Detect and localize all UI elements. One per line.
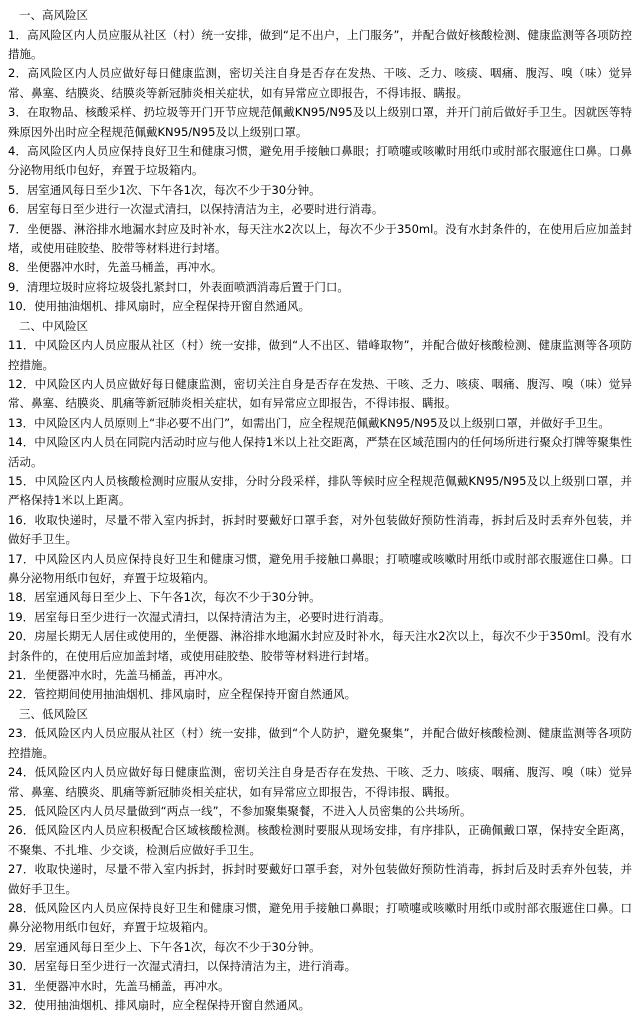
guideline-item: 3．在取物品、核酸采样、扔垃圾等开门开节应规范佩戴KN95/N95及以上级别口罩，并开门前后做好手卫生。因就医等特殊原因外出时应全程规范佩戴KN95/N95及以上级别口罩。: [8, 105, 632, 139]
guideline-item: 31．坐便器冲水时，先盖马桶盖，再冲水。: [8, 978, 230, 993]
guideline-item: 11．中风险区内人员应服从社区（村）统一安排，做到“人不出区、错峰取物”，并配合做好核酸检测、健康监测等各项防控措施。: [8, 338, 632, 372]
guideline-item: 14．中风险区内人员在同院内活动时应与他人保持1米以上社交距离，严禁在区域范围内的任何场所进行聚众打牌等聚集性活动。: [8, 435, 632, 469]
guideline-item: 26．低风险区内人员应积极配合区域核酸检测。核酸检测时要服从现场安排，有序排队，正确佩戴口罩，保持安全距离，不聚集、不扎堆、少交谈，检测后应做好手卫生。: [8, 823, 632, 857]
guideline-item: 25．低风险区内人员尽量做到“两点一线”，不参加聚集聚餐，不进入人员密集的公共场所。: [8, 803, 472, 818]
guideline-item: 7．坐便器、淋浴排水地漏水封应及时补水，每天注水2次以上，每次不少于350ml。没有水封条件的，在使用后应加盖封堵，或使用硅胶垫、胶带等材料进行封堵。: [8, 221, 632, 255]
guideline-item: 12．中风险区内人员应做好每日健康监测，密切关注自身是否存在发热、干咳、乏力、咳痰、咽痛、腹泻、嗅（味）觉异常、鼻塞、结膜炎、肌痛等新冠肺炎相关症状，如有异常应立即报告，不得讳报、瞒报。: [8, 376, 632, 411]
guideline-item: 1．高风险区内人员应服从社区（村）统一安排，做到“足不出户，上门服务”，并配合做好核酸检测、健康监测等各项防控措施。: [8, 27, 632, 61]
guideline-item: 23．低风险区内人员应服从社区（村）统一安排，做到“个人防护，避免聚集”，并配合做好核酸检测、健康监测等各项防控措施。: [8, 726, 632, 760]
section-heading: 二、中风险区: [19, 318, 88, 333]
guideline-item: 8．坐便器冲水时，先盖马桶盖，再冲水。: [8, 260, 223, 275]
guideline-item: 24．低风险区内人员应做好每日健康监测，密切关注自身是否存在发热、干咳、乏力、咳痰、咽痛、腹泻、嗅（味）觉异常、鼻塞、结膜炎、肌痛等新冠肺炎相关症状，如有异常应立即报告，不得讳报、瞒报。: [8, 765, 632, 799]
guideline-item: 6．居室每日至少进行一次湿式清扫，以保持清洁为主，必要时进行消毒。: [8, 202, 384, 217]
guideline-item: 30．居室每日至少进行一次湿式清扫，以保持清洁为主，进行消毒。: [8, 959, 357, 974]
guideline-item: 2．高风险区内人员应做好每日健康监测，密切关注自身是否存在发热、干咳、乏力、咳痰、咽痛、腹泻、嗅（味）觉异常、鼻塞、结膜炎、结膜炎等新冠肺炎相关症状，如有异常应立即报告，不得讳报、瞒报。: [8, 66, 632, 100]
guideline-item: 18．居室通风每日至少上、下午各1次，每次不少于30分钟。: [8, 590, 321, 605]
guideline-item: 21．坐便器冲水时，先盖马桶盖，再冲水。: [8, 668, 230, 682]
guideline-item: 9．清理垃圾时应将垃圾袋扎紧封口，外表面喷洒消毒后置于门口。: [8, 279, 349, 294]
guideline-item: 27．收取快递时，尽量不带入室内拆封，拆封时要戴好口罩手套，对外包装做好预防性消毒，拆封后及时丢弃外包装，并做好手卫生。: [8, 862, 632, 896]
section-heading: 一、高风险区: [19, 8, 88, 22]
guideline-item: 20．房屋长期无人居住或使用的，坐便器、淋浴排水地漏水封应及时补水，每天注水2次以上，每次不少于350ml。没有水封条件的，在使用后应加盖封堵，或使用硅胶垫、胶带等材料进行封堵。: [8, 629, 632, 663]
guideline-item: 22．管控期间使用抽油烟机、排风扇时，应全程保持开窗自然通风。: [8, 687, 357, 702]
guideline-item: 13．中风险区内人员原则上“非必要不出门”，如需出门，应全程规范佩戴KN95/N95及以上级别口罩，并做好手卫生。: [8, 415, 610, 430]
guideline-item: 29．居室通风每日至少上、下午各1次，每次不少于30分钟。: [8, 939, 321, 954]
guideline-item: 15．中风险区内人员核酸检测时应服从安排，分时分段采样，排队等候时应全程规范佩戴KN95/N95及以上级别口罩，并严格保持1米以上距离。: [8, 473, 632, 508]
guideline-item: 19．居室每日至少进行一次湿式清扫，以保持清洁为主，必要时进行消毒。: [8, 609, 391, 624]
guideline-item: 17．中风险区内人员应保持良好卫生和健康习惯，避免用手接触口鼻眼；打喷嚏或咳嗽时用纸巾或肘部衣服遮住口鼻。口鼻分泌物用纸巾包好，弃置于垃圾箱内。: [8, 551, 632, 585]
guideline-item: 28．低风险区内人员应保持良好卫生和健康习惯，避免用手接触口鼻眼；打喷嚏或咳嗽时用纸巾或肘部衣服遮住口鼻。口鼻分泌物用纸巾包好，弃置于垃圾箱内。: [8, 900, 632, 935]
guideline-item: 32．使用抽油烟机、排风扇时，应全程保持开窗自然通风。: [8, 998, 311, 1012]
section-heading: 三、低风险区: [19, 706, 88, 721]
guideline-item: 5．居室通风每日至少1次、下午各1次，每次不少于30分钟。: [8, 182, 321, 197]
guideline-item: 4．高风险区内人员应保持良好卫生和健康习惯，避免用手接触口鼻眼；打喷嚏或咳嗽时用纸巾或肘部衣服遮住口鼻。口鼻分泌物用纸巾包好，弃置于垃圾箱内。: [8, 143, 632, 178]
guideline-item: 10．使用抽油烟机、排风扇时，应全程保持开窗自然通风。: [8, 299, 311, 314]
guideline-item: 16．收取快递时，尽量不带入室内拆封，拆封时要戴好口罩手套，对外包装做好预防性消毒，拆封后及时丢弃外包装，并做好手卫生。: [8, 512, 632, 547]
